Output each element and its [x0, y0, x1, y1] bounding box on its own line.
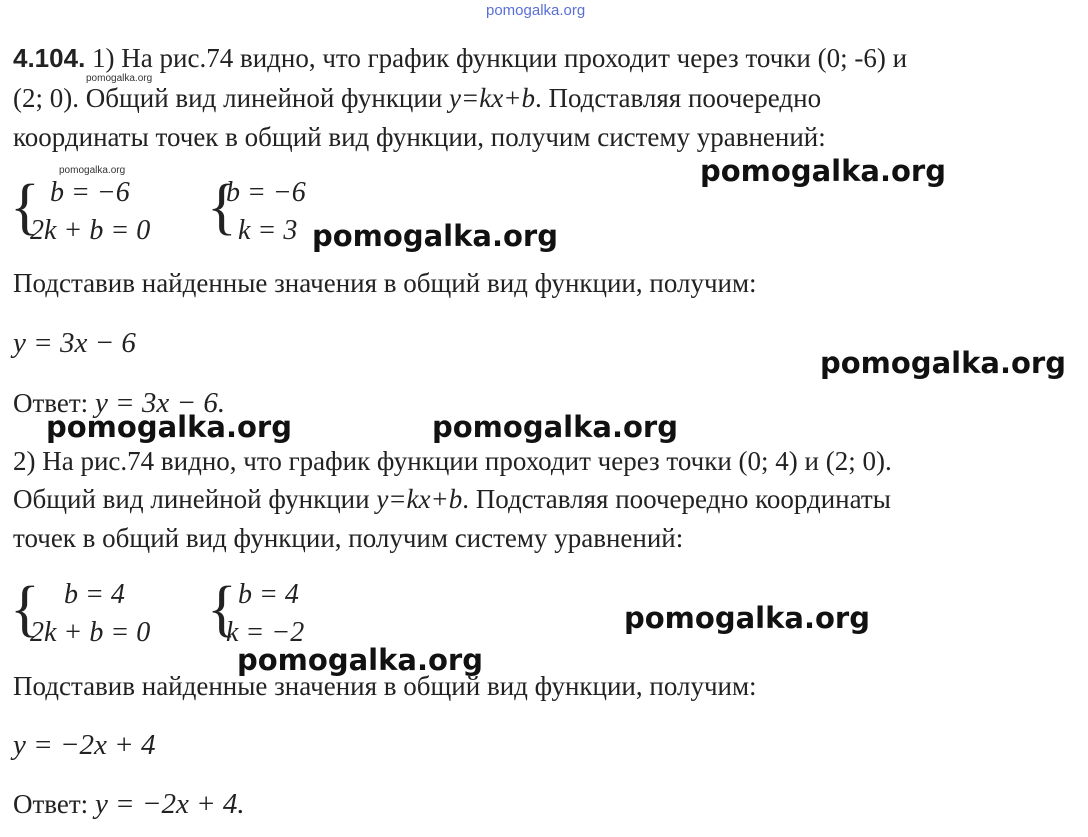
system-brace: {: [10, 575, 40, 643]
part1-answer-value: y = 3x − 6.: [94, 387, 226, 419]
part2-substitute: Подставив найденные значения в общий вид функции, получим:: [13, 671, 757, 701]
part1-line2: [13, 80, 821, 116]
part2-line2-b: . Подставляя поочередно координаты: [462, 484, 891, 514]
answer-label: Ответ:: [13, 789, 95, 819]
watermark: pomogalka.org: [432, 410, 678, 444]
part1-text-line1: 1) На рис.74 видно, что график функции проходит через точки (0; -6) и: [85, 43, 908, 73]
part1-sys1-eq1: b = −6: [50, 177, 130, 208]
watermark: pomogalka.org: [46, 410, 292, 444]
part2-sys1-eq2: 2k + b = 0: [30, 617, 151, 648]
watermark: pomogalka.org: [624, 601, 870, 635]
part2-general-form: y=kx+b: [376, 484, 463, 514]
part1-line1: [13, 40, 907, 76]
watermark-small: pomogalka.org: [59, 165, 126, 176]
part2-line1: 2) На рис.74 видно, что график функции проходит через точки (0; 4) и (2; 0).: [13, 446, 892, 476]
part2-answer: [13, 786, 245, 822]
part2-line3: точек в общий вид функции, получим систему уравнений:: [13, 523, 684, 553]
part2-sys2-eq1: b = 4: [238, 579, 299, 610]
task-number: 4.104.: [13, 43, 86, 73]
part2-sys1-eq1: b = 4: [64, 579, 125, 610]
watermark-top: pomogalka.org: [486, 2, 586, 19]
part1-sys2-eq1: b = −6: [226, 177, 306, 208]
watermark: pomogalka.org: [312, 219, 558, 253]
system-brace: {: [10, 173, 40, 241]
part1-line2-a: (2; 0). Общий вид линейной функции: [13, 83, 450, 113]
part2-line2-a: Общий вид линейной функции: [13, 484, 377, 514]
part2-line2: [13, 481, 891, 517]
system-brace: {: [207, 173, 237, 241]
watermark: pomogalka.org: [820, 346, 1066, 380]
part1-substitute: Подставив найденные значения в общий вид функции, получим:: [13, 268, 757, 298]
watermark: pomogalka.org: [700, 154, 946, 188]
part1-sys2-eq2: k = 3: [238, 215, 298, 246]
answer-label: Ответ:: [13, 388, 95, 418]
part2-result: y = −2x + 4: [13, 729, 156, 761]
watermark-small: pomogalka.org: [86, 73, 153, 84]
part2-sys2-eq2: k = −2: [226, 617, 305, 648]
part1-line2-b: . Подставляя поочередно: [534, 83, 822, 113]
part1-result: y = 3x − 6: [13, 327, 136, 359]
part1-line3: координаты точек в общий вид функции, получим систему уравнений:: [13, 122, 826, 152]
watermark: pomogalka.org: [237, 643, 483, 677]
part2-answer-value: y = −2x + 4.: [94, 788, 245, 820]
part1-sys1-eq2: 2k + b = 0: [30, 215, 151, 246]
system-brace: {: [207, 575, 237, 643]
part1-general-form: y=kx+b: [449, 83, 535, 113]
